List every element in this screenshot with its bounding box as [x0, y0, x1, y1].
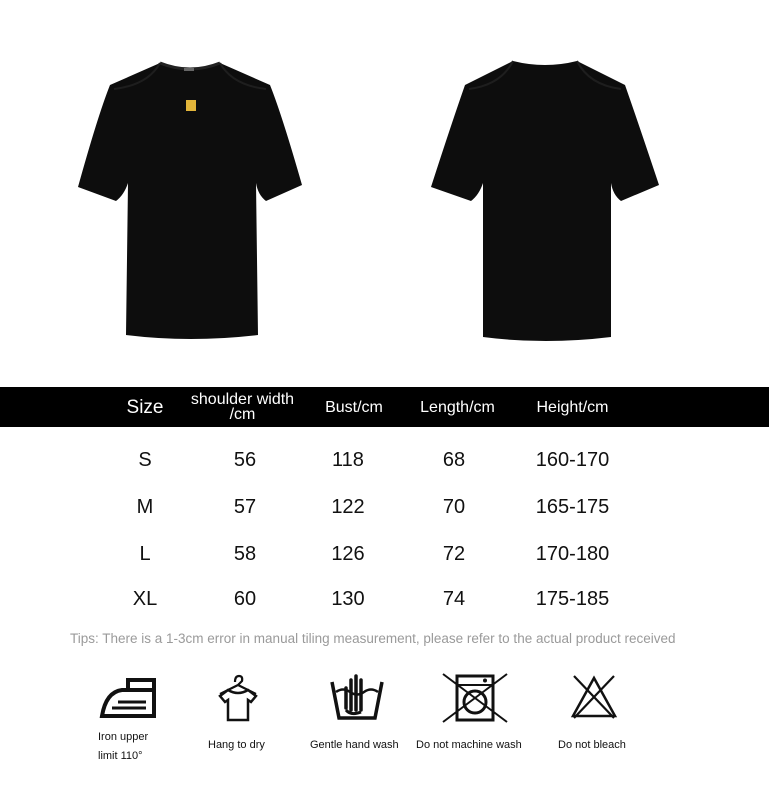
hand-wash-icon	[329, 672, 385, 722]
tshirt-back-image	[425, 55, 665, 345]
size-table-header	[0, 387, 769, 427]
cell-length: 70	[442, 495, 466, 518]
cell-length: 72	[442, 542, 466, 565]
cell-height: 160-170	[535, 448, 610, 471]
cell-length: 68	[442, 448, 466, 471]
cell-size: M	[136, 495, 154, 518]
cell-size: L	[139, 542, 151, 565]
tshirt-front-image	[70, 55, 310, 345]
header-height: Height/cm	[536, 398, 609, 416]
table-row	[0, 492, 769, 522]
cell-shoulder: 60	[233, 587, 257, 610]
cell-shoulder: 56	[233, 448, 257, 471]
header-shoulder-width	[175, 387, 310, 427]
header-shoulder-line1: shoulder width	[190, 391, 295, 408]
cell-shoulder: 57	[233, 495, 257, 518]
header-size: Size	[126, 396, 164, 418]
cell-bust: 126	[331, 542, 365, 565]
header-bust: Bust/cm	[325, 398, 383, 416]
table-row	[0, 584, 769, 614]
iron-icon	[98, 672, 158, 722]
cell-size: S	[138, 448, 152, 471]
cell-height: 175-185	[535, 587, 610, 610]
logo-badge	[186, 100, 196, 111]
cell-shoulder: 58	[233, 542, 257, 565]
table-row	[0, 539, 769, 569]
hang-dry-icon	[216, 672, 260, 724]
cell-height: 170-180	[535, 542, 610, 565]
care-label-hand-wash: Gentle hand wash	[310, 739, 399, 751]
care-label-iron-line2: limit 110°	[98, 750, 143, 762]
care-label-hang: Hang to dry	[208, 739, 265, 751]
cell-bust: 122	[331, 495, 365, 518]
cell-size: XL	[132, 587, 158, 610]
cell-height: 165-175	[535, 495, 610, 518]
cell-length: 74	[442, 587, 466, 610]
no-bleach-icon	[570, 672, 618, 722]
table-row	[0, 445, 769, 475]
header-shoulder-line2: /cm	[229, 406, 256, 423]
care-label-no-bleach: Do not bleach	[558, 739, 626, 751]
neck-label	[184, 68, 194, 71]
cell-bust: 130	[331, 587, 365, 610]
header-length: Length/cm	[420, 398, 495, 416]
care-label-no-machine-wash: Do not machine wash	[416, 739, 522, 751]
measurement-tip: Tips: There is a 1-3cm error in manual tiling measurement, please refer to the actual product received	[70, 631, 676, 646]
care-label-iron-line1: Iron upper	[98, 731, 149, 743]
cell-bust: 118	[332, 448, 364, 471]
no-machine-wash-icon	[441, 672, 509, 724]
product-photos	[0, 0, 769, 370]
